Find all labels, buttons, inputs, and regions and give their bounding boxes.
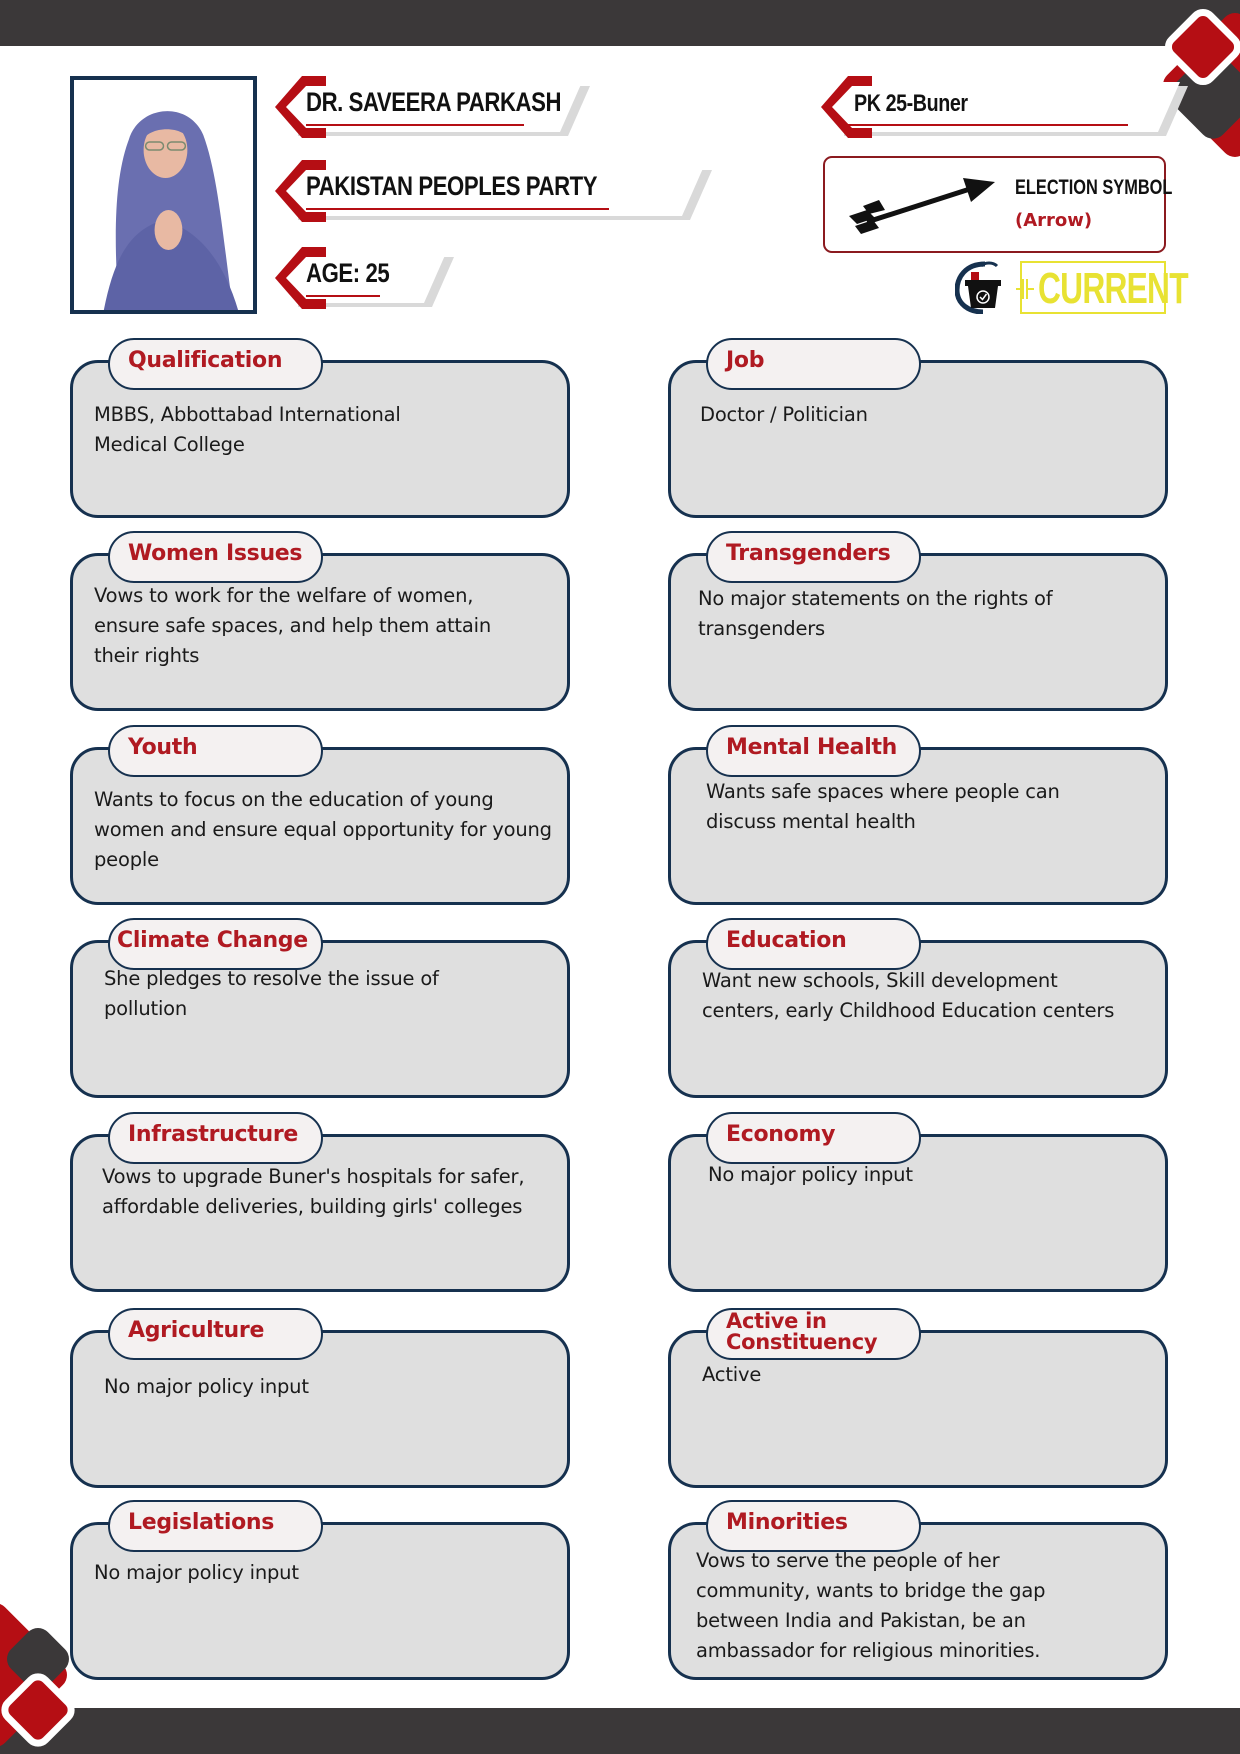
card-text: MBBS, Abbottabad International Medical College: [94, 403, 401, 456]
age-banner: [272, 245, 432, 311]
card-text: No major policy input: [708, 1163, 913, 1186]
card-text: Vows to serve the people of her community, wants to bridge the gap between India and Pakistan, be an ambassador for religious minorities.: [696, 1549, 1046, 1662]
election-symbol-box: [823, 156, 1173, 253]
card-climate-change: [70, 918, 570, 1076]
card-text: No major statements on the rights of transgenders: [698, 587, 1053, 640]
card-minorities: [668, 1500, 1168, 1662]
card-label: Mental Health: [726, 735, 898, 760]
card-text: No major policy input: [94, 1561, 299, 1584]
card-text: Vows to upgrade Buner's hospitals for safer, affordable deliveries, building girls' colleges: [102, 1165, 525, 1218]
card-tab: [706, 338, 921, 390]
card-label: Women Issues: [128, 541, 303, 566]
card-label: Active in Constituency: [726, 1309, 878, 1354]
current-logo: [1020, 261, 1188, 314]
card-tab: [706, 1112, 921, 1164]
candidate-photo: [70, 76, 257, 314]
card-text: Active: [702, 1363, 762, 1386]
card-text: Wants safe spaces where people can discuss mental health: [706, 780, 1060, 833]
arrow-icon: [845, 178, 1005, 238]
card-active-in-constituency: [668, 1308, 1168, 1466]
card-tab: [706, 725, 921, 777]
candidate-age: AGE: 25: [306, 258, 390, 288]
card-tab: [706, 918, 921, 970]
card-tab: [108, 1112, 323, 1164]
card-infrastructure: [70, 1112, 570, 1270]
card-tab: [706, 1308, 921, 1360]
constituency-banner: [818, 74, 1168, 140]
top-bar: [0, 0, 1240, 46]
constituency: PK 25-Buner: [854, 90, 968, 117]
card-mental-health: [668, 725, 1168, 883]
party-name: PAKISTAN PEOPLES PARTY: [306, 171, 598, 201]
card-label: Economy: [726, 1122, 836, 1147]
card-women-issues: [70, 531, 570, 689]
card-label: Infrastructure: [128, 1122, 299, 1147]
card-education: [668, 918, 1168, 1076]
card-label: Legislations: [128, 1510, 275, 1535]
card-youth: [70, 725, 570, 883]
bottom-bar: [0, 1708, 1240, 1754]
election-symbol-value: (Arrow): [1015, 210, 1093, 231]
card-label: Transgenders: [726, 541, 891, 566]
card-transgenders: [668, 531, 1168, 689]
card-label: Education: [726, 928, 847, 953]
election-symbol-title: ELECTION SYMBOL: [1015, 176, 1173, 199]
card-text: Wants to focus on the education of young women and ensure equal opportunity for young people: [94, 788, 552, 871]
name-banner: [272, 74, 592, 140]
card-label: Youth: [128, 735, 198, 760]
card-text: Vows to work for the welfare of women, ensure safe spaces, and help them attain their rights: [94, 584, 491, 667]
card-tab: [108, 531, 323, 583]
card-tab: [108, 338, 323, 390]
card-legislations: [70, 1500, 570, 1658]
card-economy: [668, 1112, 1168, 1270]
card-label: Qualification: [128, 348, 283, 373]
card-text: Want new schools, Skill development centers, early Childhood Education centers: [702, 969, 1115, 1022]
card-tab: [108, 725, 323, 777]
card-label: Climate Change: [117, 928, 308, 953]
card-job: [668, 338, 1168, 496]
card-text: She pledges to resolve the issue of pollution: [104, 967, 439, 1020]
card-tab: [108, 918, 323, 970]
card-label: Job: [726, 348, 765, 373]
party-banner: [272, 158, 712, 224]
card-tab: [108, 1308, 323, 1360]
candidate-name: DR. SAVEERA PARKASH: [306, 87, 562, 117]
card-tab: [706, 1500, 921, 1552]
card-qualification: [70, 338, 570, 496]
card-tab: [706, 531, 921, 583]
capacitor-icon: [1016, 275, 1034, 303]
card-text: No major policy input: [104, 1375, 309, 1398]
card-label: Minorities: [726, 1510, 848, 1535]
current-logo-text: CURRENT: [1038, 264, 1188, 313]
card-tab: [108, 1500, 323, 1552]
card-label: Agriculture: [128, 1318, 265, 1343]
card-agriculture: [70, 1308, 570, 1466]
ballot-box-logo: [955, 260, 1009, 314]
card-text: Doctor / Politician: [700, 403, 868, 426]
